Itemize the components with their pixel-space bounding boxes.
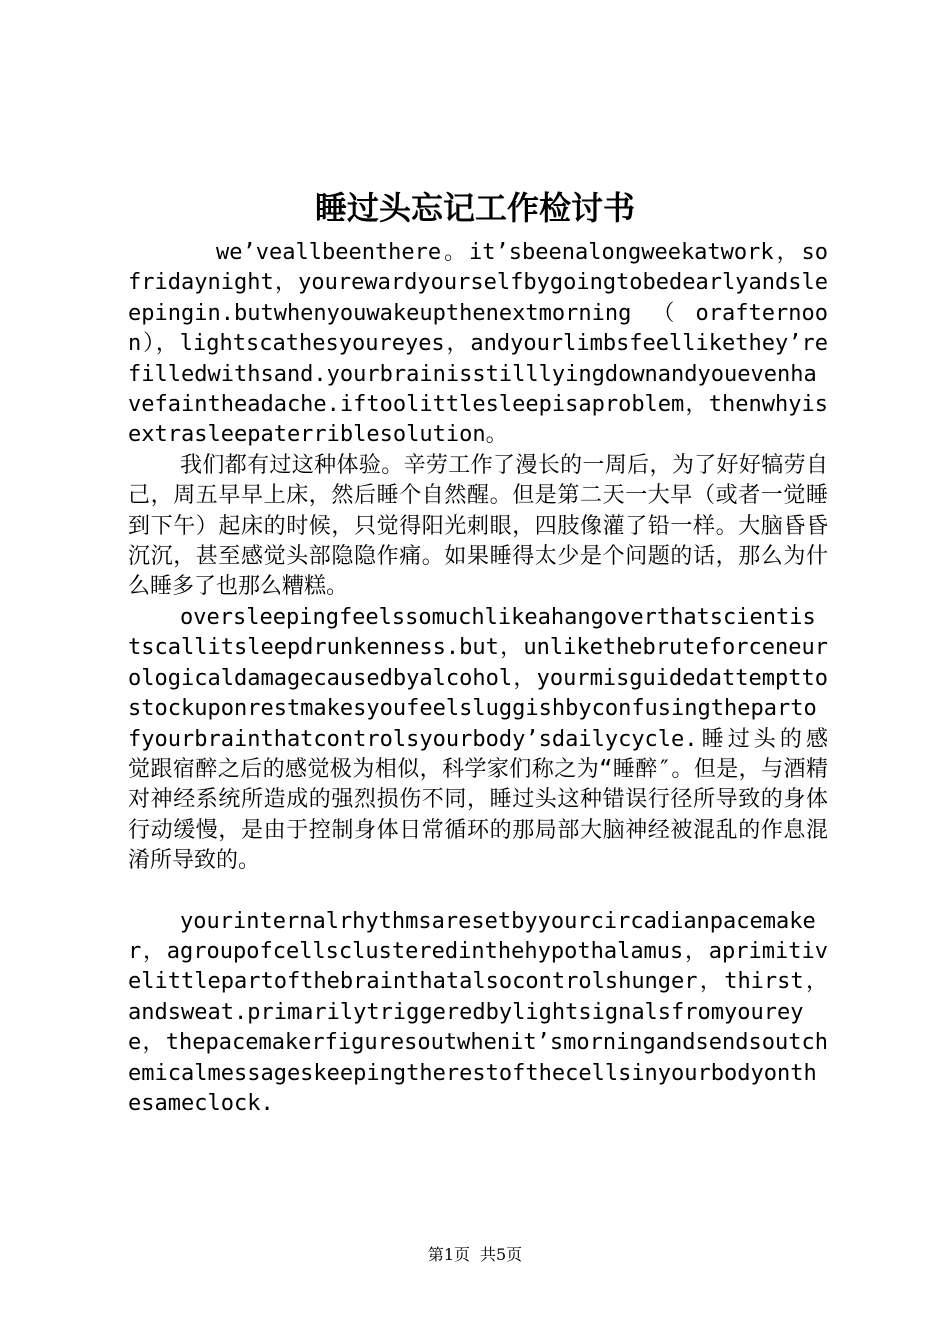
page-number: 第1页	[427, 1245, 470, 1264]
paragraph-english-intro: we’veallbeenthere。it’sbeenalongweekatwork，sofridaynight，yourewardyourselfbygoingtobedearlyandsleepingin.butwhenyouwakeupthenextmorning（orafternoon），lightscathesyoureyes，andyourlimbsfeellikethey’refilledwithsand.yourbrainisstilllyingdownandyouevenhavefaintheadache.iftoolittlesleepisaproblem，thenwhyisextrasleepaterriblesolution。	[128, 240, 828, 448]
page-title: 睡过头忘记工作检讨书	[314, 189, 635, 227]
document-body	[128, 238, 828, 1119]
page-footer	[0, 1244, 950, 1266]
paragraph-oversleeping: oversleepingfeelssomuchlikeahangoverthatscientistscallitsleepdrunkenness.but，unlikethebruteforceneurologicaldamagecausedbyalcohol，yourmisguidedattempttostockuponrestmakesyoufeelsluggishbyconfusingthepartofyourbrainthatcontrolsyourbody’sdailycycle.睡过头的感觉跟宿醉之后的感觉极为相似，科学家们称之为“睡醉″。但是，与酒精对神经系统所造成的强烈损伤不同，睡过头这种错误行径所导致的身体行动缓慢，是由于控制身体日常循环的那局部大脑神经被混乱的作息混淆所导致的。	[128, 604, 828, 874]
paragraph-chinese-intro: 我们都有过这种体验。辛劳工作了漫长的一周后，为了好好犒劳自己，周五早早上床，然后睡个自然醒。但是第二天一大早（或者一觉睡到下午）起床的时候，只觉得阳光刺眼，四肢像灌了铅一样。大脑昏昏沉沉，甚至感觉头部隐隐作痛。如果睡得太少是个问题的话，那么为什么睡多了也那么糟糕。	[128, 452, 828, 600]
page-total: 共5页	[480, 1245, 523, 1264]
paragraph-circadian: yourinternalrhythmsaresetbyyourcircadianpacemaker，agroupofcellsclusteredinthehypothalamus，aprimitivelittlepartofthebrainthatalsocontrolshunger，thirst，andsweat.primarilytriggeredbylightsignalsfromyoureye，thepacemakerfiguresoutwhenit’smorningandsendsoutchemicalmessageskeepingtherestofthecellsinyourbodyonthesameclock.	[128, 908, 828, 1116]
